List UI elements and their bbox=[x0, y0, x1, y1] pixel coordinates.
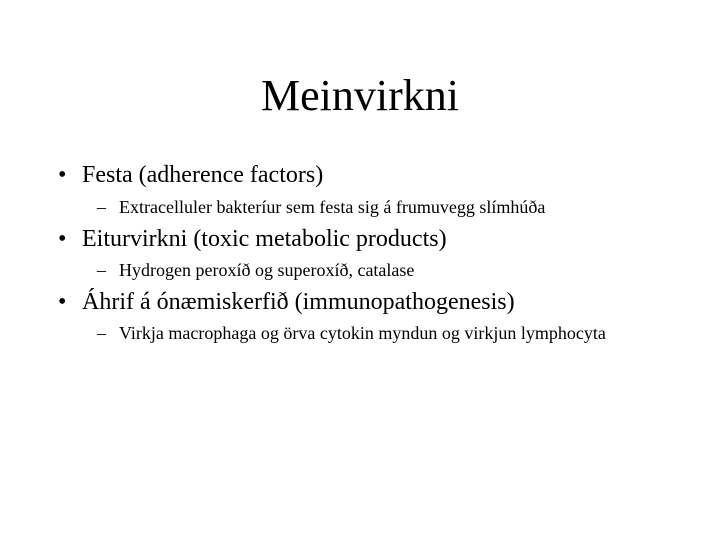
sub-item-toxic bbox=[97, 259, 617, 281]
bullet-text: Festa (adherence factors) bbox=[82, 162, 324, 188]
dash-icon: – bbox=[97, 260, 106, 280]
bullet-item-adherence bbox=[58, 160, 323, 190]
bullet-text: Eiturvirkni (toxic metabolic products) bbox=[82, 226, 447, 252]
sub-item-text: Virkja macrophaga og örva cytokin myndun og virkjun lymphocyta bbox=[119, 323, 606, 343]
slide-title: Meinvirkni bbox=[261, 71, 459, 120]
bullet-icon: • bbox=[58, 162, 67, 188]
bullet-icon: • bbox=[58, 226, 67, 252]
bullet-text: Áhrif á ónæmiskerfið (immunopathogenesis) bbox=[82, 289, 515, 315]
dash-icon: – bbox=[97, 323, 106, 343]
sub-item-text: Extracelluler bakteríur sem festa sig á frumuvegg slímhúða bbox=[119, 197, 546, 217]
sub-item-adherence bbox=[97, 196, 617, 218]
bullet-icon: • bbox=[58, 289, 67, 315]
bullet-item-toxic bbox=[58, 224, 447, 254]
dash-icon: – bbox=[97, 197, 106, 217]
sub-item-immuno bbox=[97, 322, 617, 344]
sub-item-text: Hydrogen peroxíð og superoxíð, catalase bbox=[119, 260, 415, 280]
bullet-item-immuno bbox=[58, 287, 515, 317]
